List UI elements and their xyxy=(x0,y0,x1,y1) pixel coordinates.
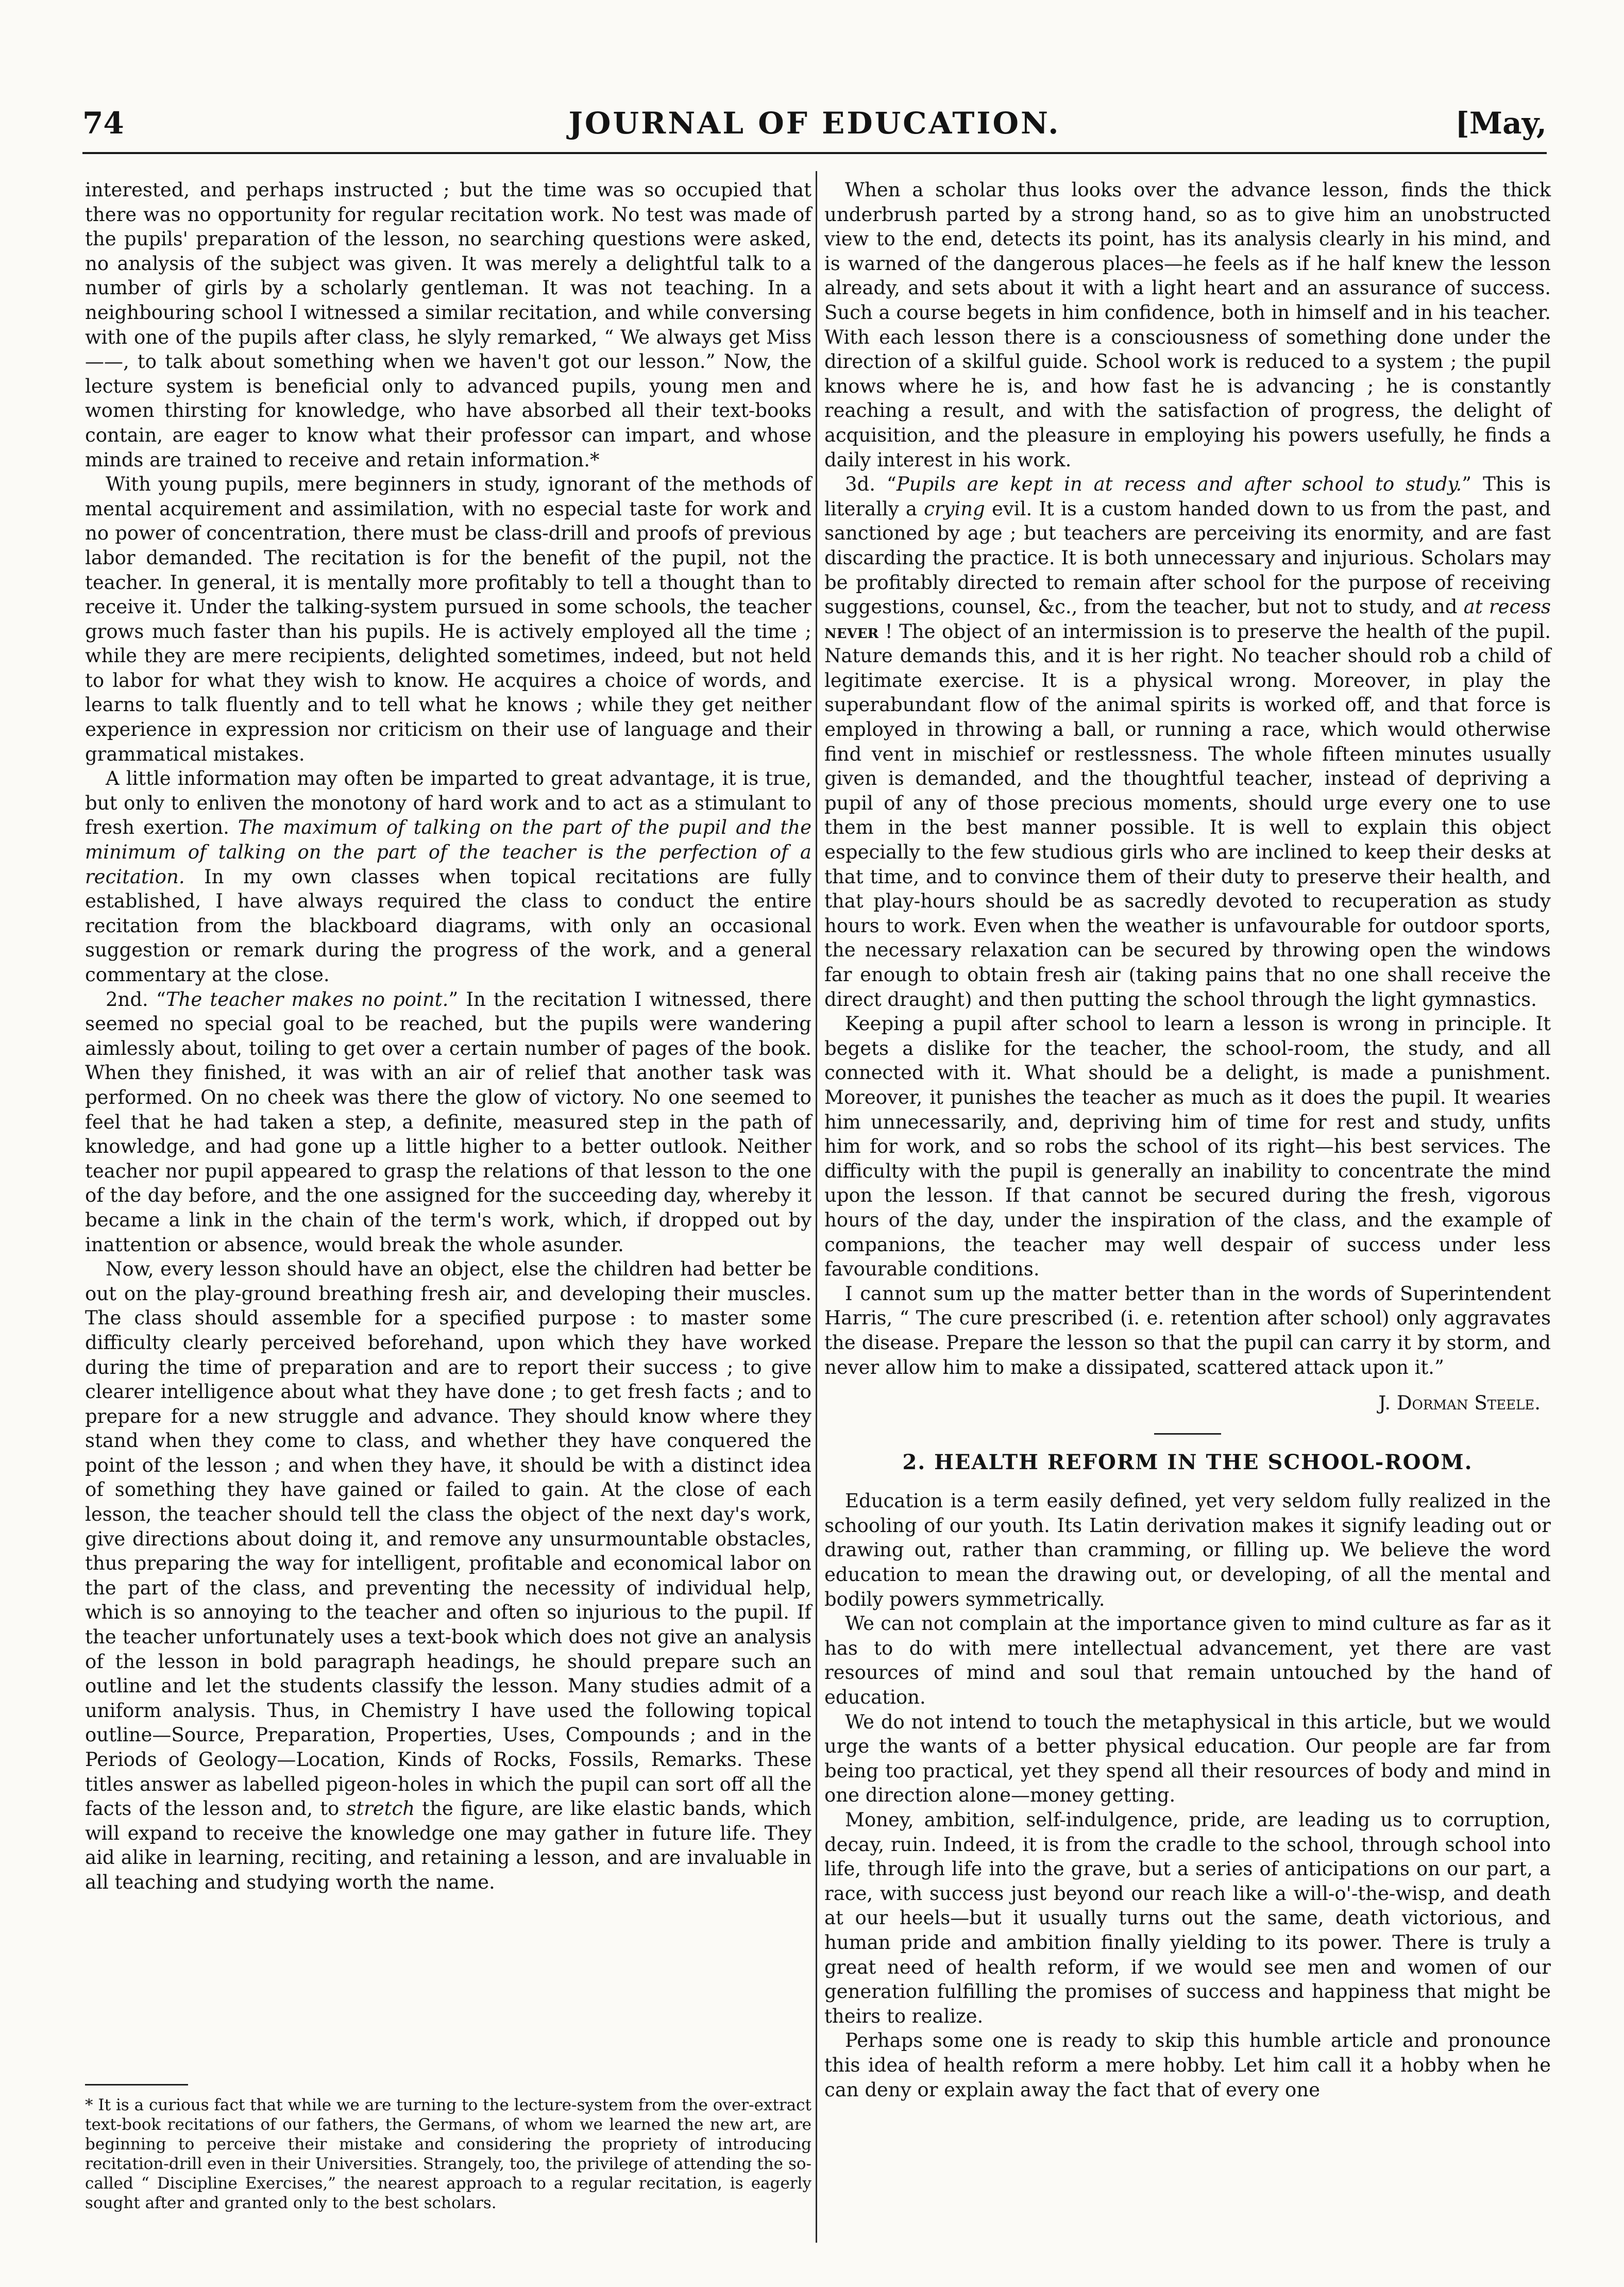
paragraph xyxy=(824,472,1551,1012)
footnote-rule xyxy=(85,2084,188,2086)
paragraph xyxy=(85,1257,811,1894)
paragraph: interested, and perhaps instructed ; but the time was so occupied that there was no opportunity for regular recitation work. No test was made of the pupils' preparation of the lesson, no searching questions were asked, no analysis of the subject was given. It was merely a delightful talk to a number of girls by a scholarly gentleman. It was not teaching. In a neighbouring school I witnessed a similar recitation, and while conversing with one of the pupils after class, he slyly remarked, “ We always get Miss ——, to talk about something when we haven't got our lesson.” Now, the lecture system is beneficial only to advanced pupils, young men and women thirsting for knowledge, who have absorbed all their text-books contain, are eager to know what their professor can impart, and whose minds are trained to receive and retain information.* xyxy=(85,179,811,471)
text-run: evil. It is a custom handed down to us from the past, and sanctioned by age ; but teachers are perceiving its enormity, and are fast discarding the practice. It is both unnecessary and injurious. Scholars may be profitably directed to remain after school for the purpose of receiving suggestions, counsel, &c., from the teacher, but not to study, and xyxy=(824,497,1551,618)
paragraph: I cannot sum up the matter better than in the words of Superintendent Harris, “ The cure prescribed (i. e. retention after school) only aggravates the disease. Prepare the lesson so that the pupil can carry it by storm, and never allow him to make a dissipated, scattered attack upon it.” xyxy=(824,1282,1551,1378)
running-header xyxy=(82,106,1547,154)
emphasis-text: stretch xyxy=(346,1797,415,1820)
column-divider xyxy=(816,171,817,2243)
paragraph: Keeping a pupil after school to learn a lesson is wrong in principle. It begets a dislike for the teacher, the school-room, the study, and all connected with it. What should be a delight, is made a punishment. Moreover, it punishes the teacher as much as it does the pupil. It wearies him unnecessarily, and, depriving him of time for rest and study, unfits him for work, and so robs the school of its right—his best services. The difficulty with the pupil is generally an inability to concentrate the mind upon the lesson. If that cannot be secured during the fresh, vigorous hours of the day, under the inspiration of the class, and the example of companions, the teacher may well despair of success under less favourable conditions. xyxy=(824,1013,1551,1281)
emphasis-text: crying xyxy=(924,497,985,520)
running-title: JOURNAL OF EDUCATION. xyxy=(568,106,1061,141)
emphasis-text: The maximum of talking on the part of the pupil and the minimum of talking on the part of the teacher is the perfection of a recitation. xyxy=(85,816,811,888)
section-divider xyxy=(1154,1433,1221,1435)
never-text: never xyxy=(824,619,879,643)
emphasis-text: Pupils are kept in at recess and after school to study. xyxy=(896,473,1462,496)
emphasis-text: The teacher makes no point. xyxy=(165,988,449,1011)
emphasis-text: at recess xyxy=(1463,596,1551,618)
section-heading: 2. HEALTH REFORM IN THE SCHOOL-ROOM. xyxy=(902,1450,1473,1474)
right-column xyxy=(824,178,1551,2102)
text-run: ” In the recitation I witnessed, there seemed no special goal to be reached, but the pupils were wandering aimlessly about, toiling to get over a certain number of pages of the book. When they finished, it was with an air of relief that another task was performed. On no cheek was there the glow of victory. No one seemed to feel that he had taken a step, a definite, measured step in the path of knowledge, and had gone up a little higher to a better outlook. Neither teacher nor pupil appeared to grasp the relations of that lesson to the one of the day before, and the one assigned for the succeeding day, whereby it became a link in the chain of the term's work, which, if dropped out by inattention or absence, would break the whole asunder. xyxy=(85,988,812,1256)
paragraph: With young pupils, mere beginners in study, ignorant of the methods of mental acquirement and assimilation, with no especial taste for work and no power of concentration, there must be class-drill and proofs of previous labor demanded. The recitation is for the benefit of the pupil, not the teacher. In general, it is mentally more profitably to tell a thought than to receive it. Under the talking-system pursued in some schools, the teacher grows much faster than his pupils. He is actively employed all the time ; while they are mere recipients, delighted sometimes, indeed, but not held to labor for what they wish to know. He acquires a choice of words, and learns to talk fluently and to tell what he knows ; while they get neither experience in expression nor criticism on their use of language and their grammatical mistakes. xyxy=(85,473,811,765)
text-run: the figure, are like elastic bands, which will expand to receive the knowledge one may gather in future life. They aid alike in learning, reciting, and retaining a lesson, and are invaluable in all teaching and studying worth the name. xyxy=(85,1797,812,1893)
text-run: 2nd. “ xyxy=(106,988,166,1011)
paragraph: We can not complain at the importance given to mind culture as far as it has to do with mere intellectual advancement, yet there are vast resources of mind and soul that remain untouched by the hand of education. xyxy=(824,1612,1551,1709)
text-run: In my own classes when topical recitations are fully established, I have always required the class to conduct the entire recitation from the blackboard diagrams, with only an occasional suggestion or remark during the progress of the work, and a general commentary at the close. xyxy=(85,865,811,986)
text-run: ” This is literally a xyxy=(824,473,1551,520)
paragraph xyxy=(85,766,811,987)
paragraph: Money, ambition, self-indulgence, pride, are leading us to corruption, decay, ruin. Indeed, it is from the cradle to the school, through school into life, through life into the grave, but a series of anticipations on our part, a race, with success just beyond our reach like a will-o'-the-wisp, and death at our heels—but it usually turns out the same, death victorious, and human pride and ambition finally yielding to its power. There is truly a great need of health reform, if we would see men and women of our generation fulfilling the promises of success and happiness that might be theirs to realize. xyxy=(824,1809,1551,2027)
running-date: [May, xyxy=(1455,106,1547,141)
paragraph: When a scholar thus looks over the advance lesson, finds the thick underbrush parted by a strong hand, so as to give him an unobstructed view to the end, detects its point, has its analysis clearly in his mind, and is warned of the dangerous places—he feels as if he half knew the lesson already, and sets about it with a light heart and an assurance of success. Such a course begets in him confidence, both in himself and in his teacher. With each lesson there is a consciousness of something done under the direction of a skilful guide. School work is reduced to a system ; the pupil knows where he is, and how fast he is advancing ; he is constantly reaching a result, and with the satisfaction of progress, the delight of acquisition, and the pleasure in employing his powers usefully, he finds a daily interest in his work. xyxy=(824,179,1551,471)
left-column xyxy=(85,178,811,1895)
footnote: * It is a curious fact that while we are turning to the lecture-system from the over-extract text-book recitations of our fathers, the Germans, of whom we learned the new art, are beginning to perceive their mistake and considering the propriety of introducing recitation-drill even in their Universities. Strangely, too, the privilege of attending the so-called “ Discipline Exercises,” the nearest approach to a regular recitation, is eagerly sought after and granted only to the best scholars. xyxy=(85,2096,811,2212)
text-run: ! The object of an intermission is to preserve the health of the pupil. Nature demands this, and it is her right. No teacher should rob a child of legitimate exercise. It is a physical wrong. Moreover, in play the superabundant flow of the animal spirits is worked off, and that force is employed in throwing a ball, or running a race, which would otherwise find vent in mischief or restlessness. The whole fifteen minutes usually given is demanded, and the thoughtful teacher, instead of depriving a pupil of any of those precious moments, should urge every one to use them in the best manner possible. It is well to explain this object especially to the few studious girls who are inclined to keep their desks at that time, and to convince them of their duty to preserve their health, and that play-hours should be as sacredly devoted to recuperation as study hours to work. Even when the weather is unfavourable for outdoor sports, the necessary relaxation can be secured by throwing open the windows far enough to obtain fresh air (taking pains that no one shall receive the direct draught) and then putting the school through the light gymnastics. xyxy=(824,620,1551,1011)
text-run: Now, every lesson should have an object, else the children had better be out on the play-ground breathing fresh air, and developing their muscles. The class should assemble for a specified purpose : to master some difficulty clearly perceived beforehand, upon which they have worked during the time of preparation and are to report their success ; to give clearer intelligence about what they have done ; to get fresh facts ; and to prepare for a new struggle and advance. They should know where they stand when they come to class, and whether they have conquered the point of the lesson ; and when they have, it should be with a distinct idea of something they have gained or failed to gain. At the close of each lesson, the teacher should tell the class the object of the next day's work, give directions about doing it, and remove any unsurmountable obstacles, thus preparing the way for intelligent, profitable and economical labor on the part of the class, and preventing the necessity of individual help, which is so annoying to the teacher and often so injurious to the pupil. If the teacher unfortunately uses a text-book which does not give an analysis of the lesson in bold paragraph headings, he should prepare such an outline and let the students classify the lesson. Many studies admit of a uniform analysis. Thus, in Chemistry I have used the following topical outline—Source, Preparation, Properties, Uses, Compounds ; and in the Periods of Geology—Location, Kinds of Rocks, Fossils, Remarks. These titles answer as labelled pigeon-holes in which the pupil can sort off all the facts of the lesson and, to xyxy=(85,1258,811,1820)
text-run: A little information may often be imparted to great advantage, it is true, but only to enliven the monotony of hard work and to act as a stimulant to fresh exertion. xyxy=(85,767,811,839)
text-run: 3d. “ xyxy=(845,473,896,496)
author-signature: J. Dorman Steele. xyxy=(1378,1392,1541,1415)
paragraph: We do not intend to touch the metaphysical in this article, but we would urge the wants of a better physical education. Our people are far from being too practical, yet they spend all their resources of body and mind in one direction alone—money getting. xyxy=(824,1710,1551,1807)
paragraph xyxy=(85,987,811,1257)
page-number: 74 xyxy=(82,106,124,141)
paragraph: Perhaps some one is ready to skip this humble article and pronounce this idea of health reform a mere hobby. Let him call it a hobby when he can deny or explain away the fact that of every one xyxy=(824,2029,1551,2101)
paragraph: Education is a term easily defined, yet very seldom fully realized in the schooling of our youth. Its Latin derivation makes it signify leading out or drawing out, rather than cramming, or filling up. We believe the word education to mean the drawing out, or developing, of all the mental and bodily powers symmetrically. xyxy=(824,1490,1551,1610)
